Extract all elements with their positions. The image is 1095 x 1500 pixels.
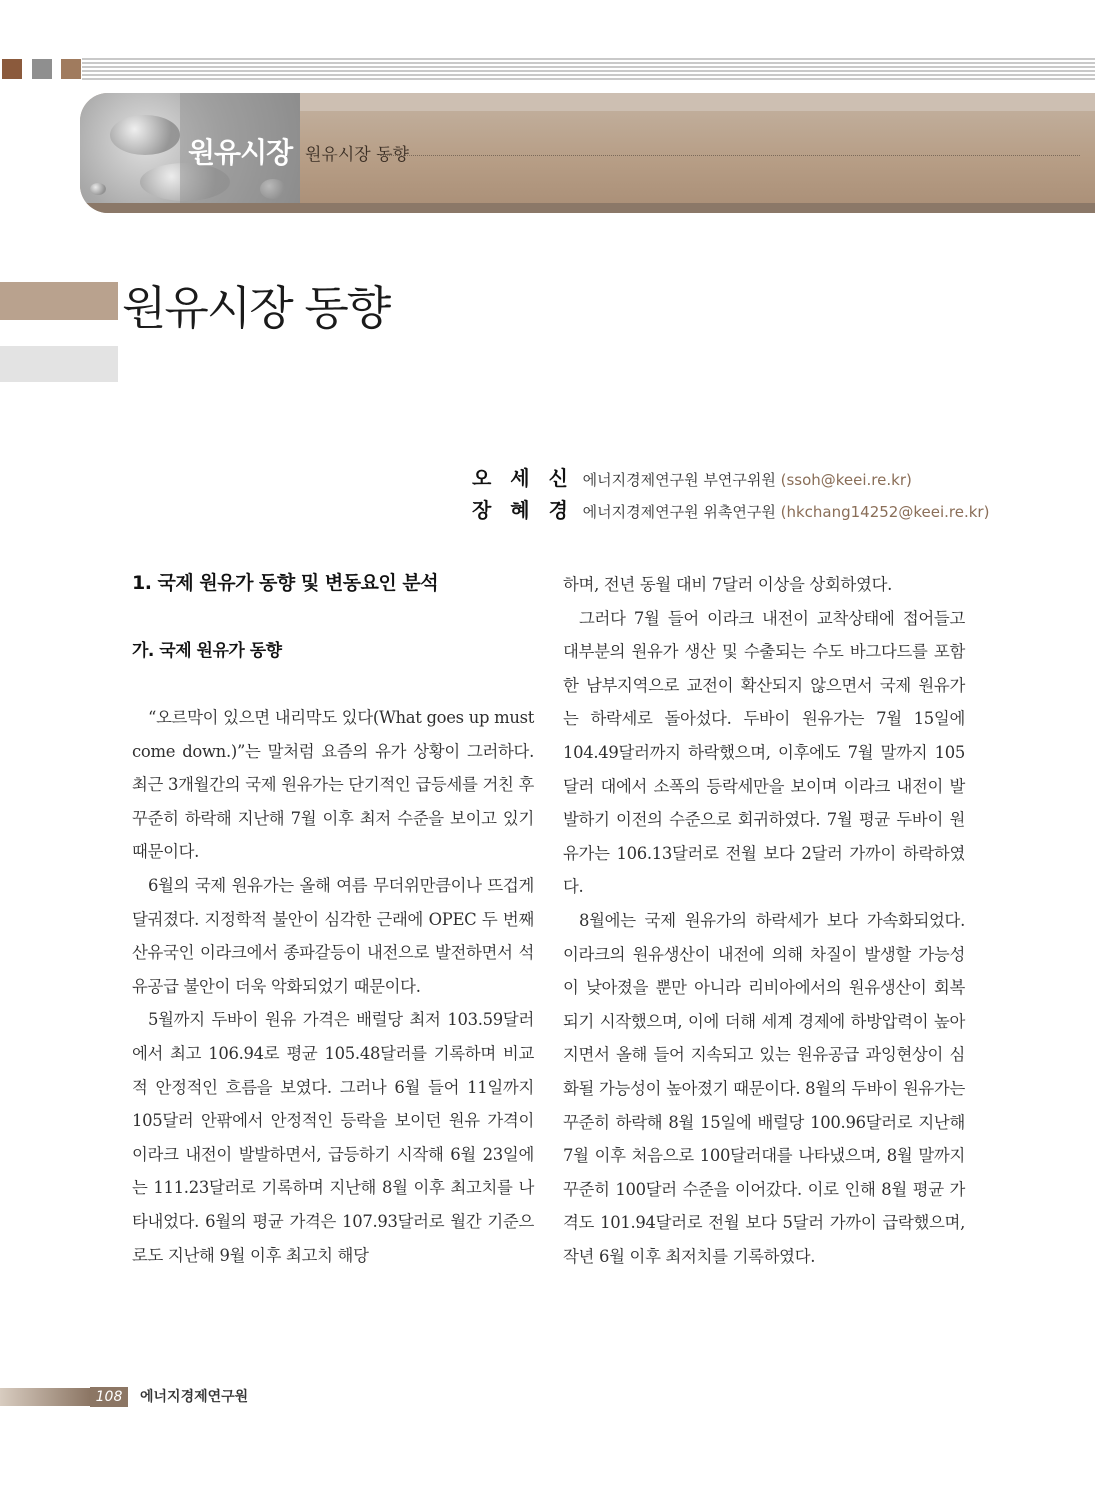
paragraph: 그러다 7월 들어 이라크 내전이 교착상태에 접어들고 대부분의 원유가 생산 및 수출되는 수도 바그다드를 포함한 남부지역으로 교전이 확산되지 않으면서 국제 원유가는 하락세로 돌아섰다. 두바이 원유가는 7월 15일에 104.49달러까지 하락했으며, 이후에도 7월 말까지 105달러 대에서 소폭의 등락세만을 보이며 이라크 내전이 발발하기 이전의 수준으로 회귀하였다. 7월 평균 두바이 원유가는 106.13달러로 전월 보다 2달러 가까이 하락하였다. <box>563 608 965 897</box>
page-title: 원유시장 동향 <box>122 281 390 335</box>
deco-square-1 <box>2 59 22 79</box>
author-email: (ssoh@keei.re.kr) <box>780 471 912 489</box>
section-banner <box>80 93 1095 213</box>
paragraph: 8월에는 국제 원유가의 하락세가 보다 가속화되었다. 이라크의 원유생산이 내전에 의해 차질이 발생할 가능성이 낮아졌을 뿐만 아니라 리비아에서의 원유생산이 회복되기 시작했으며, 이에 더해 세계 경제에 하방압력이 높아지면서 올해 들어 지속되고 있는 원유공급 과잉현상이 심화될 가능성이 높아졌기 때문이다. 8월의 두바이 원유가는 꾸준히 하락해 8월 15일에 배럴당 100.96달러로 지난해 7월 이후 처음으로 100달러대를 나타냈으며, 8월 말까지 꾸준히 100달러 수준을 이어갔다. 이로 인해 8월 평균 가격도 101.94달러로 전월 보다 5달러 가까이 급락했으며, 작년 6월 이후 최저치를 기록하였다. <box>563 910 965 1266</box>
author-line-1 <box>472 462 912 491</box>
paragraph: 6월의 국제 원유가는 올해 여름 무더위만큼이나 뜨겁게 달궈졌다. 지정학적 불안이 심각한 근래에 OPEC 두 번째 산유국인 이라크에서 종파갈등이 내전으로 발전하면서 석유공급 불안이 더욱 악화되었기 때문이다. <box>132 875 534 996</box>
author-affiliation: 에너지경제연구원 위촉연구원 <box>582 503 776 521</box>
header-stripe <box>82 58 1095 80</box>
section-title: 원유시장 <box>188 136 293 169</box>
banner-dotted-line <box>380 155 1080 156</box>
body-column-right <box>563 568 965 1273</box>
paragraph: 5월까지 두바이 원유 가격은 배럴당 최저 103.59달러에서 최고 106.94로 평균 105.48달러를 기록하며 비교적 안정적인 흐름을 보였다. 그러나 6월 들어 11일까지 105달러 안팎에서 안정적인 등락을 보이던 원유 가격이 이라크 내전이 발발하면서, 급등하기 시작해 6월 23일에는 111.23달러로 기록하며 지난해 8월 이후 최고치를 나타내었다. 6월의 평균 가격은 107.93달러로 월간 기준으로도 지난해 9월 이후 최고치 해당 <box>132 1010 534 1265</box>
body-column-left <box>132 565 534 1272</box>
footer-accent-bar <box>0 1388 90 1406</box>
paragraph: “오르막이 있으면 내리막도 있다(What goes up must come down.)”는 말처럼 요즘의 유가 상황이 그러하다. 최근 3개월간의 국제 원유가는 단기적인 급등세를 거친 후 꾸준히 하락해 지난해 7월 이후 최저 수준을 보이고 있기 때문이다. <box>132 708 534 862</box>
page-number: 108 <box>90 1387 128 1407</box>
author-affiliation: 에너지경제연구원 부연구위원 <box>582 471 776 489</box>
deco-square-3 <box>61 59 81 79</box>
author-email: (hkchang14252@keei.re.kr) <box>780 503 990 521</box>
deco-square-2 <box>32 59 52 79</box>
author-name: 오 세 신 <box>472 466 574 490</box>
author-name: 장 혜 경 <box>472 498 574 522</box>
author-line-2 <box>472 494 989 523</box>
title-accent-bar <box>0 282 118 320</box>
banner-bottom-band <box>80 203 1095 213</box>
section-subtitle: 원유시장 동향 <box>305 145 409 165</box>
title-grey-bar <box>0 346 118 382</box>
footer-organization: 에너지경제연구원 <box>140 1389 249 1405</box>
paragraph: 하며, 전년 동월 대비 7달러 이상을 상회하였다. <box>563 575 893 594</box>
subsection-heading: 가. 국제 원유가 동향 <box>132 641 282 661</box>
section-heading: 1. 국제 원유가 동향 및 변동요인 분석 <box>132 572 439 594</box>
